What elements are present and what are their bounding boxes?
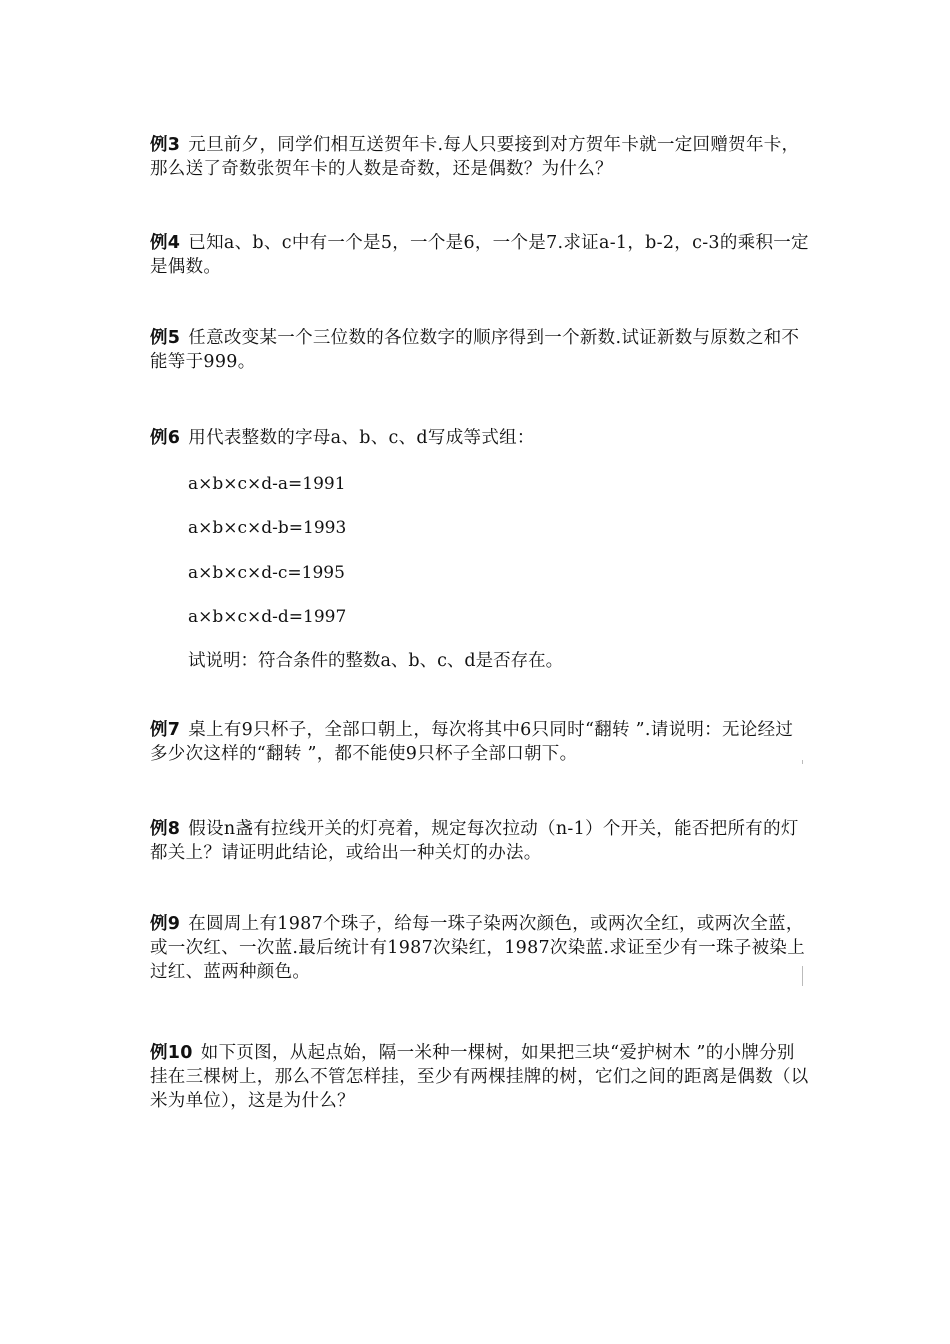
equation-2: a×b×c×d-b=1993 — [188, 518, 347, 538]
problem-label: 例10 — [150, 1043, 193, 1063]
problem-3 — [150, 133, 810, 181]
equation-3: a×b×c×d-c=1995 — [188, 563, 345, 583]
problem-text: 假设n盏有拉线开关的灯亮着，规定每次拉动（n-1）个开关，能否把所有的灯都关上？请证明此结论，或给出一种关灯的办法。 — [150, 819, 799, 863]
problem-label: 例8 — [150, 819, 181, 839]
problem-label: 例9 — [150, 914, 181, 934]
problem-10 — [150, 1041, 810, 1113]
problem-text: 在圆周上有1987个珠子，给每一珠子染两次颜色，或两次全红，或两次全蓝，或一次红、一次蓝.最后统计有1987次染红，1987次染蓝.求证至少有一珠子被染上过红、蓝两种颜色。 — [150, 914, 805, 982]
scan-mark — [802, 760, 803, 764]
problem-text: 如下页图，从起点始，隔一米种一棵树，如果把三块“爱护树木 ”的小牌分别挂在三棵树上，那么不管怎样挂，至少有两棵挂牌的树，它们之间的距离是偶数（以米为单位），这是为什么？ — [150, 1043, 809, 1111]
problem-label: 例5 — [150, 328, 181, 348]
equation-1: a×b×c×d-a=1991 — [188, 474, 346, 494]
problem-label: 例7 — [150, 720, 181, 740]
problem-8 — [150, 817, 810, 865]
problem-text: 用代表整数的字母a、b、c、d写成等式组： — [188, 428, 535, 448]
problem-text: 任意改变某一个三位数的各位数字的顺序得到一个新数.试证新数与原数之和不能等于999。 — [150, 328, 800, 372]
problem-text: 桌上有9只杯子，全部口朝上，每次将其中6只同时“翻转 ”.请说明：无论经过多少次这样的“翻转 ”，都不能使9只杯子全部口朝下。 — [150, 720, 794, 764]
problem-6 — [150, 426, 810, 450]
problem-label: 例3 — [150, 135, 181, 155]
problem-label: 例4 — [150, 233, 181, 253]
problem-text: 元旦前夕，同学们相互送贺年卡.每人只要接到对方贺年卡就一定回赠贺年卡，那么送了奇数张贺年卡的人数是奇数，还是偶数？为什么？ — [150, 135, 800, 179]
problem-6-question: 试说明：符合条件的整数a、b、c、d是否存在。 — [188, 651, 564, 671]
problem-4 — [150, 231, 810, 279]
problem-text: 已知a、b、c中有一个是5，一个是6，一个是7.求证a-1，b-2，c-3的乘积一定是偶数。 — [150, 233, 809, 277]
scan-mark — [802, 966, 803, 986]
problem-9 — [150, 912, 810, 984]
problem-7 — [150, 718, 810, 766]
equation-4: a×b×c×d-d=1997 — [188, 607, 347, 627]
problem-5 — [150, 326, 810, 374]
problem-label: 例6 — [150, 428, 181, 448]
